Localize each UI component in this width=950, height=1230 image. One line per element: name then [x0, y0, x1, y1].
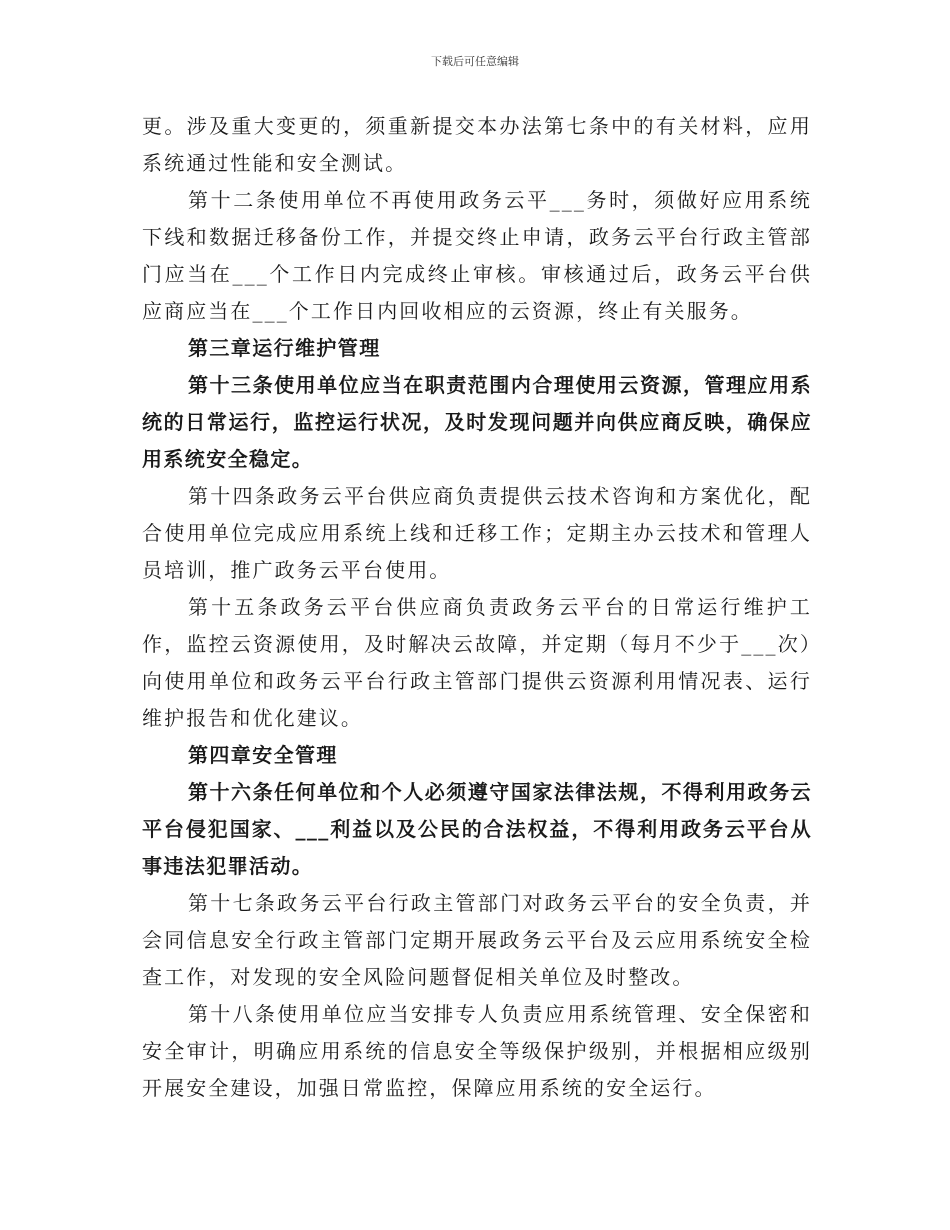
- article-16: 第十六条任何单位和个人必须遵守国家法律法规，不得利用政务云平台侵犯国家、___利益以及公民的合法权益，不得利用政务云平台从事违法犯罪活动。: [142, 780, 812, 878]
- article-12: 第十二条使用单位不再使用政务云平___务时，须做好应用系统下线和数据迁移备份工作，并提交终止申请，政务云平台行政主管部门应当在___个工作日内完成终止审核。审核通过后，政务云平台供应商应当在___个工作日内回收相应的云资源，终止有关服务。: [142, 188, 812, 323]
- paragraph-continuation: 更。涉及重大变更的，须重新提交本办法第七条中的有关材料，应用系统通过性能和安全测试。: [142, 114, 812, 175]
- chapter-4-heading: 第四章安全管理: [188, 743, 338, 767]
- article-13: 第十三条使用单位应当在职责范围内合理使用云资源，管理应用系统的日常运行，监控运行状况，及时发现问题并向供应商反映，确保应用系统安全稳定。: [142, 373, 812, 471]
- article-14: 第十四条政务云平台供应商负责提供云技术咨询和方案优化，配合使用单位完成应用系统上线和迁移工作；定期主办云技术和管理人员培训，推广政务云平台使用。: [142, 484, 812, 582]
- document-body: [142, 108, 812, 1107]
- article-15: 第十五条政务云平台供应商负责政务云平台的日常运行维护工作，监控云资源使用，及时解决云故障，并定期（每月不少于___次）向使用单位和政务云平台行政主管部门提供云资源利用情况表、运行维护报告和优化建议。: [142, 595, 812, 730]
- article-18: 第十八条使用单位应当安排专人负责应用系统管理、安全保密和安全审计，明确应用系统的信息安全等级保护级别，并根据相应级别开展安全建设，加强日常监控，保障应用系统的安全运行。: [142, 1002, 812, 1100]
- chapter-3-heading: 第三章运行维护管理: [188, 336, 381, 360]
- page-header: 下载后可任意编辑: [431, 55, 519, 68]
- article-17: 第十七条政务云平台行政主管部门对政务云平台的安全负责，并会同信息安全行政主管部门定期开展政务云平台及云应用系统安全检查工作，对发现的安全风险问题督促相关单位及时整改。: [142, 891, 812, 989]
